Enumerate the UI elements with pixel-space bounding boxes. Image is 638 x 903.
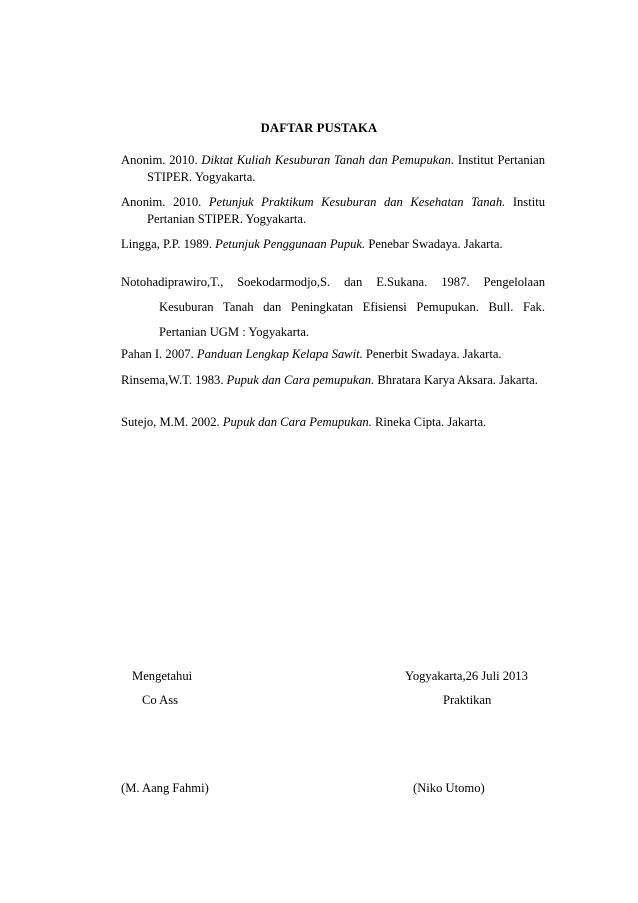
reference-entry	[121, 372, 545, 389]
reference-text: Notohadiprawiro,T., Soekodarmodjo,S. dan E.Sukana. 1987. Pengelolaan Kesuburan Tanah dan Peningkatan Efisiensi Pemupukan. Bull. Fak. Pertanian UGM : Yogyakarta.	[121, 275, 545, 339]
reference-entry	[121, 414, 545, 431]
reference-title: Pupuk dan Cara pemupukan.	[226, 373, 375, 387]
reference-publisher: Rineka Cipta. Jakarta.	[371, 415, 487, 429]
signature-place-date: Yogyakarta,26 Juli 2013	[405, 669, 528, 683]
reference-text: Anonim. 2010.	[121, 153, 202, 167]
reference-publisher: Bhratara Karya Aksara. Jakarta.	[374, 373, 538, 387]
reference-publisher: Institut Pertanian STIPER. Yogyakarta.	[147, 153, 545, 184]
signature-right-name: (Niko Utomo)	[413, 781, 485, 795]
page-title: DAFTAR PUSTAKA	[260, 121, 378, 135]
reference-entry	[121, 152, 545, 186]
signature-left-role: Co Ass	[142, 693, 179, 707]
reference-text: Pahan I. 2007.	[121, 347, 197, 361]
reference-text: Rinsema,W.T. 1983.	[121, 373, 227, 387]
signature-right-role: Praktikan	[443, 693, 492, 707]
reference-publisher: Penebar Swadaya. Jakarta.	[365, 237, 503, 251]
reference-title: Panduan Lengkap Kelapa Sawit.	[196, 347, 363, 361]
reference-publisher: Institu Pertanian STIPER. Yogyakarta.	[147, 195, 546, 226]
reference-text: Sutejo, M.M. 2002.	[121, 415, 223, 429]
reference-entry	[121, 236, 545, 253]
reference-title: Pupuk dan Cara Pemupukan.	[222, 415, 372, 429]
reference-title: Petunjuk Praktikum Kesuburan dan Kesehatan Tanah.	[208, 195, 506, 209]
signature-left-name: (M. Aang Fahmi)	[121, 781, 209, 795]
signature-left-label: Mengetahui	[132, 669, 193, 683]
reference-text: Lingga, P.P. 1989.	[121, 237, 216, 251]
reference-title: Diktat Kuliah Kesuburan Tanah dan Pemupukan.	[201, 153, 455, 167]
reference-title: Petunjuk Penggunaan Pupuk.	[215, 237, 366, 251]
reference-entry	[121, 194, 545, 228]
reference-entry	[121, 270, 545, 345]
reference-entry	[121, 346, 545, 363]
reference-publisher: Penerbit Swadaya. Jakarta.	[362, 347, 502, 361]
reference-text: Anonim. 2010.	[121, 195, 209, 209]
